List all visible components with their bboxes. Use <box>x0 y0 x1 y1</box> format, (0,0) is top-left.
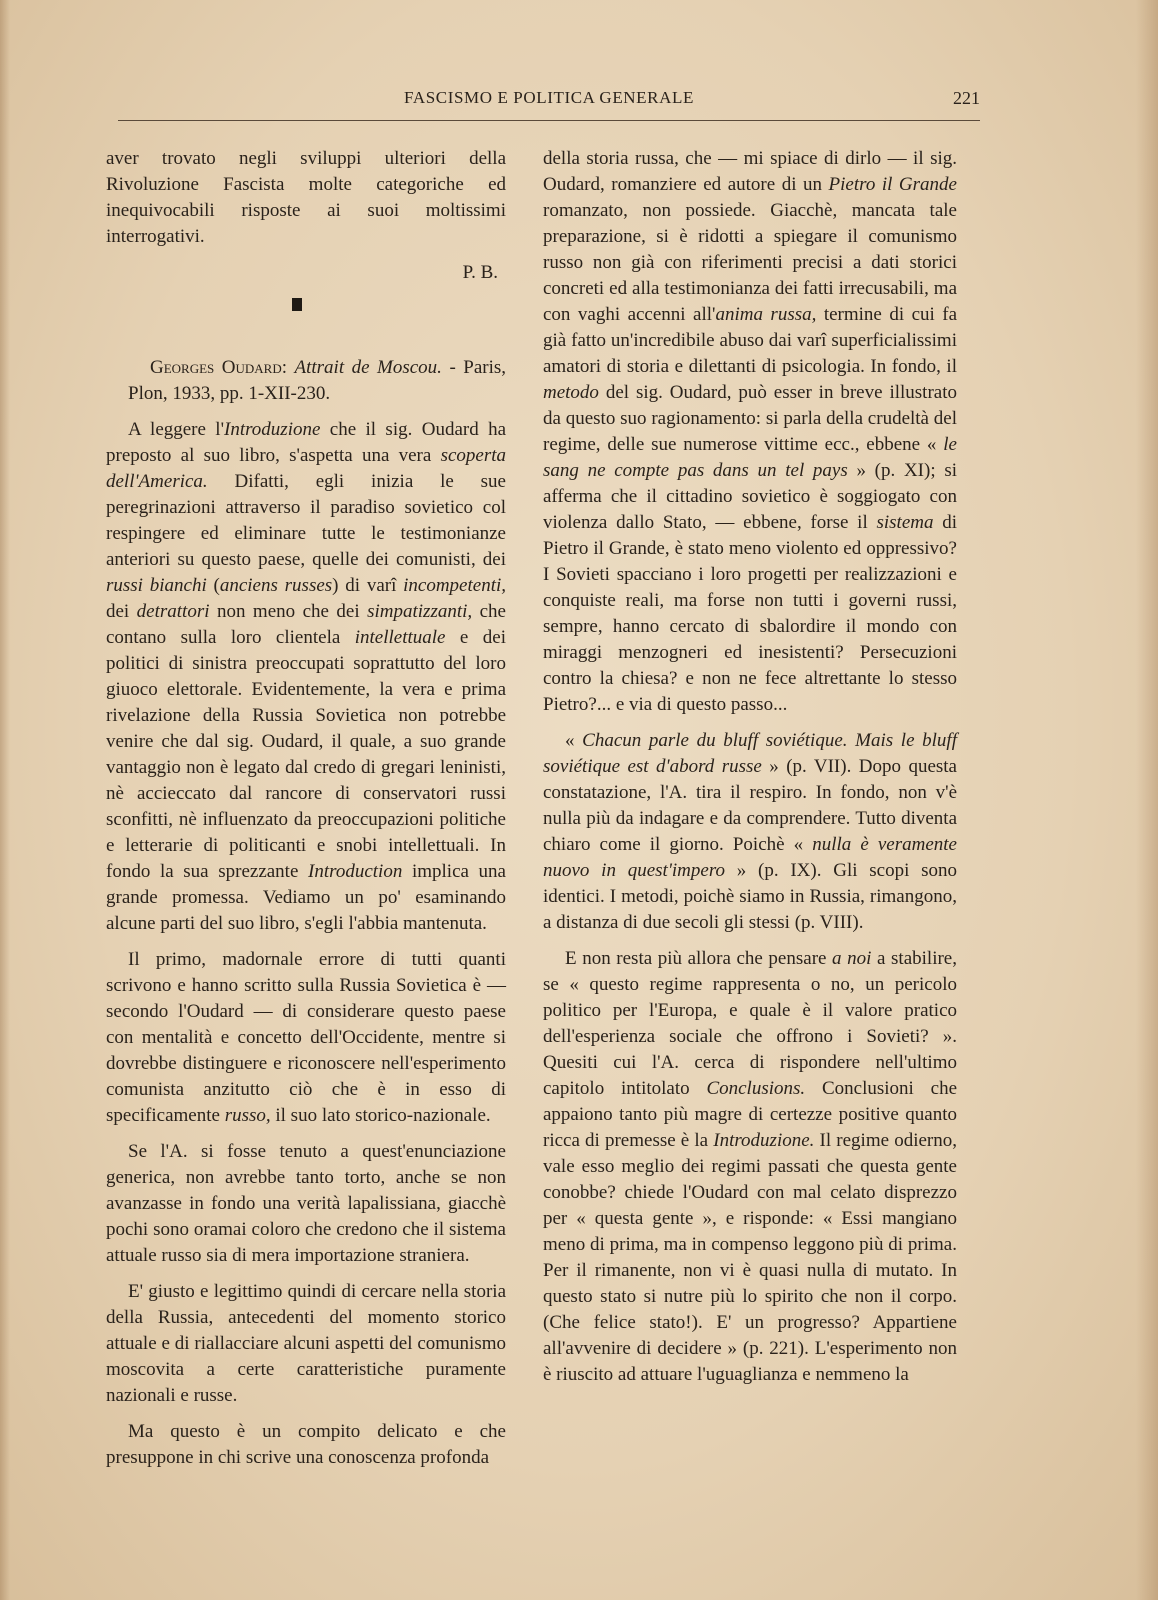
paragraph: Ma questo è un compito delicato e che presuppone in chi scrive una conoscenza profonda <box>106 1421 506 1468</box>
paragraph: Se l'A. si fosse tenuto a quest'enunciazione generica, non avrebbe tanto torto, anche se non avanzasse in fondo una verità lapalissiana, giacchè pochi sono oramai coloro che credono che il sistema attuale russo sia di mera importazione straniera. <box>106 1141 506 1266</box>
paragraph: E non resta più allora che pensare a noi a stabilire, se « questo regime rappresenta o no, un pericolo politico per l'Europa, e quale è il valore pratico dell'esperienza sociale che offrono i Sovieti? ». Quesiti cui l'A. cerca di rispondere nell'ultimo capitolo intitolato Conclusions. Conclusioni che appaiono tanto più magre di certezze positive quanto ricca di premesse è la Introduzione. Il regime odierno, vale esso meglio dei regimi passati che questa gente conobbe? chiede l'Oudard con mal celato disprezzo per « questa gente », e risponde: « Essi mangiano meno di prima, ma in compenso leggono più di prima. Per il rimanente, non vi è quasi nulla di mutato. In questo stato si nutre più lo spirito che non il corpo. (Che felice stato!). E' un progresso? Appartiene all'avvenire di decidere » (p. 221). L'esperimento non è riuscito ad attuare l'uguaglianza e nemmeno la <box>543 948 957 1385</box>
bibliographic-entry: Georges Oudard: Attrait de Moscou. - Paris, Plon, 1933, pp. 1-XII-230. <box>128 357 507 404</box>
review-signature: P. B. <box>462 262 498 283</box>
header-rule <box>118 120 980 121</box>
paragraph: E' giusto e legittimo quindi di cercare nella storia della Russia, antecedenti del momento storico attuale e di riallacciare alcuni aspetti del comunismo moscovita a certe caratteristiche puramente nazionali e russe. <box>106 1281 506 1406</box>
paragraph: della storia russa, che — mi spiace di dirlo — il sig. Oudard, romanziere ed autore di un Pietro il Grande romanzato, non possiede. Giacchè, mancata tale preparazione, si è ridotti a spiegare il comunismo russo non già con riferimenti precisi a dati storici concreti ed alla testimonianza dei fatti irrecusabili, ma con vaghi accenni all'anima russa, termine di cui fa già fatto un'incredibile abuso dai varî superficialissimi amatori di storia e dilettanti di psicologia. In fondo, il metodo del sig. Oudard, può esser in breve illustrato da questo suo ragionamento: si parla della crudeltà del regime, delle sue numerose vittime ecc., ebbene « le sang ne compte pas dans un tel pays » (p. XI); si afferma che il cittadino sovietico è soggiogato con violenza dallo Stato, — ebbene, forse il sistema di Pietro il Grande, è stato meno violento ed oppressivo? I Sovieti spacciano i loro progetti per realizzazioni e conquiste reali, ma forse non tutti i governi russi, sempre, hanno cercato di sbalordire il mondo con miraggi menzogneri ed inesistenti? Persecuzioni contro la chiesa? e non ne fece altrettante lo stesso Pietro?... e via di questo passo... <box>543 148 958 715</box>
page-right-edge-shadow <box>1136 0 1158 1600</box>
running-header <box>118 88 980 116</box>
page-number: 221 <box>953 88 980 108</box>
carryover-paragraph: aver trovato negli sviluppi ulteriori della Rivoluzione Fascista molte categoriche ed inequivocabili risposte ai suoi moltissimi interrogativi. <box>106 148 506 247</box>
paragraph: Il primo, madornale errore di tutti quanti scrivono e hanno scritto sulla Russia Sovietica è — secondo l'Oudard — di considerare questo paese con mentalità e concetto dell'Occidente, mentre si dovrebbe distinguere e riconoscere nell'esperimento comunista anzitutto ciò che è in esso di specificamente russo, il suo lato storico-nazionale. <box>106 949 506 1126</box>
running-title: FASCISMO E POLITICA GENERALE <box>404 88 694 107</box>
paragraph: « Chacun parle du bluff soviétique. Mais le bluff soviétique est d'abord russe » (p. VII). Dopo questa constatazione, l'A. tira il respiro. In fondo, non v'è nulla più da indagare e da comprendere. Tutto diventa chiaro come il giorno. Poichè « nulla è veramente nuovo in quest'impero » (p. IX). Gli scopi sono identici. I metodi, poichè siamo in Russia, rimangono, a distanza di due secoli gli stessi (p. VIII). <box>543 730 957 933</box>
paragraph: A leggere l'Introduzione che il sig. Oudard ha preposto al suo libro, s'aspetta una vera scoperta dell'America. Difatti, egli inizia le sue peregrinazioni attraverso il paradiso sovietico col respingere ed eliminare tutte le testimonianze anteriori su questo paese, quelle dei comunisti, dei russi bianchi (anciens russes) di varî incompetenti, dei detrattori non meno che dei simpatizzanti, che contano sulla loro clientela intellettuale e dei politici di sinistra preoccupati soprattutto del loro giuoco elettorale. Evidentemente, la vera e prima rivelazione della Russia Sovietica non potrebbe venire che dal sig. Oudard, il quale, a suo grande vantaggio non è legato dal credo di gregari leninisti, nè accieccato dal rancore di conservatori russi sconfitti, nè influenzato da preoccupazioni politiche e letterarie di politicanti e snobi intellettuali. In fondo la sua sprezzante Introduction implica una grande promessa. Vediamo un po' esaminando alcune parti del suo libro, s'egli l'abbia mantenuta. <box>106 419 507 934</box>
review-imprint: - Paris, Plon, 1933, pp. 1-XII-230. <box>128 357 507 404</box>
review-book-title: Attrait de Moscou. <box>294 357 442 378</box>
section-divider-mark <box>292 298 302 311</box>
page-left-edge-shadow <box>0 0 10 1600</box>
right-column <box>543 146 957 1398</box>
review-author: Georges Oudard <box>150 357 282 378</box>
left-column <box>106 146 506 1481</box>
